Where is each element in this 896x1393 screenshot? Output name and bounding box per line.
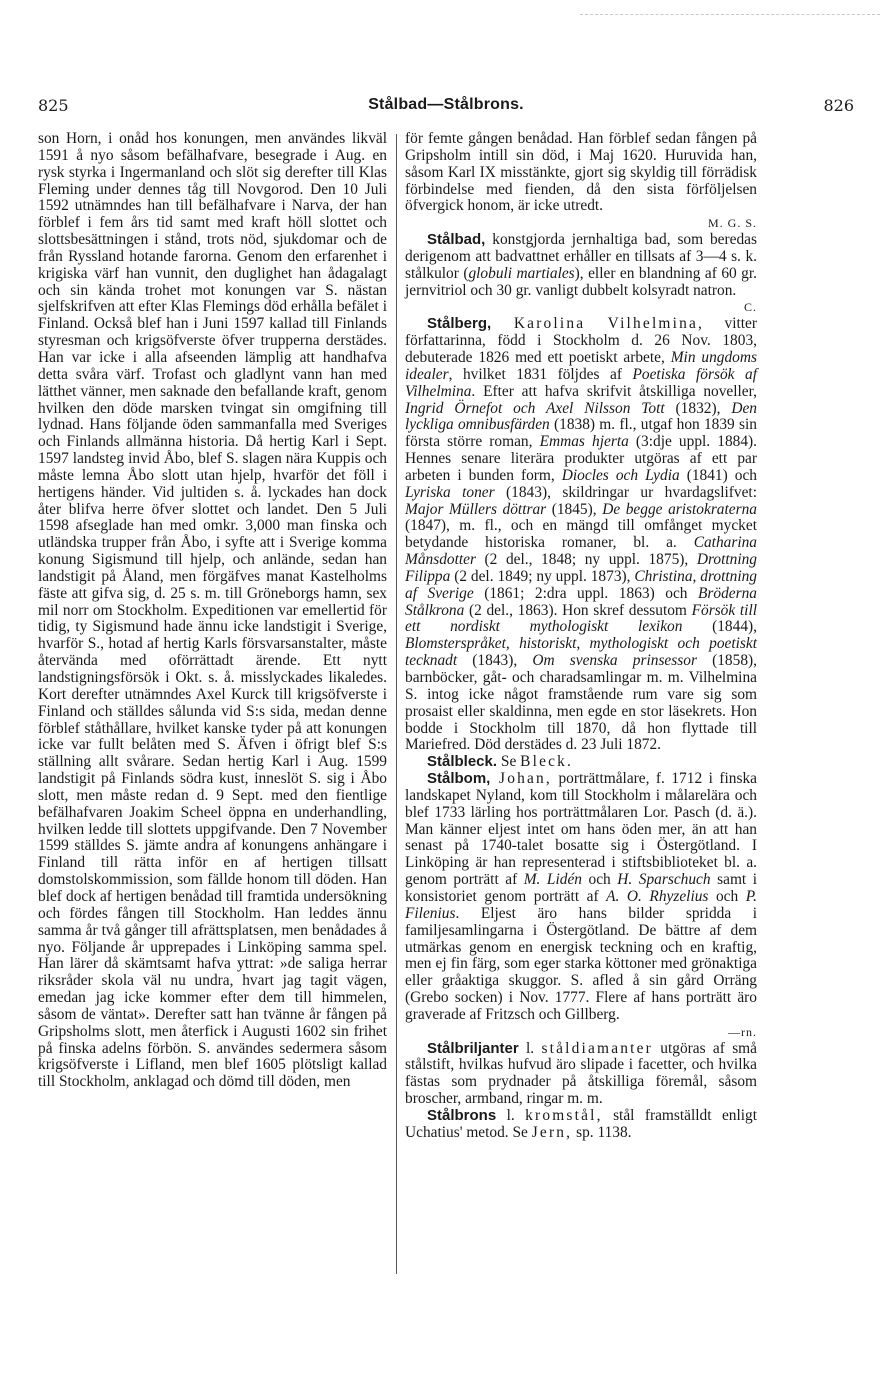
text-run: . Efter att hafva skrifvit åtskilliga noveller,: [471, 382, 757, 400]
column-rule: [396, 134, 397, 1274]
text-run: sp. 1138.: [572, 1123, 632, 1141]
cross-reference: Jern,: [531, 1123, 573, 1141]
text-run: konstgjorda jernhaltiga bad, som beredas derigenom att badvattnet erhåller en tillsats af 3—4 s. k. stålkulor (: [405, 231, 757, 282]
headword: Stålbom,: [427, 770, 491, 788]
headword: Stålbleck.: [427, 753, 498, 771]
text-run: vitter författarinna, född i Stockholm d. 26 Nov. 1803, debuterade 1826 med ett poetiskt arbete,: [405, 315, 757, 366]
italic-title: globuli martiales: [468, 264, 575, 282]
text-run: (1843), skildringar ur hvardagslifvet:: [494, 483, 757, 501]
synonym: ståldiamanter: [541, 1039, 653, 1057]
italic-title: Ingrid Örnefot och Axel Nilsson Tott: [405, 399, 665, 417]
running-title: Stålbad—Stålbrons.: [368, 96, 524, 113]
text-run: l.: [496, 1106, 526, 1124]
text-run: l.: [518, 1039, 542, 1057]
text-run: (2 del. 1849; ny uppl. 1873),: [450, 567, 635, 585]
headword: Stålberg,: [427, 315, 492, 333]
right-page-number: 826: [823, 96, 854, 115]
text-run: (1844),: [682, 618, 757, 636]
text-run: (1847), m. fl., och en mängd till omfånget mycket betydande historiska romaner, bl. a.: [405, 517, 757, 552]
scan-edge-line: [580, 14, 880, 15]
italic-title: Emmas hjerta: [539, 433, 629, 451]
italic-title: Catharina Månsdotter: [405, 534, 757, 569]
page-header: [38, 96, 854, 120]
text-run: (2 del., 1848; ny uppl. 1875),: [475, 551, 697, 569]
person-name: Johan,: [490, 770, 552, 788]
stalbrand-article-continuation: son Horn, i onåd hos konungen, men användes likväl 1591 å nyo såsom befälhafvare, besegrade i Aug. en rysk styrka i Ingermanland och slöt sig derefter till Klas Fleming under dennes tåg till Novgorod. Den 10 Juli 1592 utnämndes han till befälhafvare i Narva, der han förblef i fem års tid samt med kraft höll slottet och slottsbesättningen i stånd, trots nöd, sjukdomar och de från Ryssland hotande farorna. Genom den erfarenhet i krigiska värf han vunnit, den duglighet han ådagalagt och sin kända trohet mot konungen var S. nästan sjelfskrifven att efter Klas Flemings död erhålla befälet i Finland. Också blef han i Juni 1597 kallad till Finlands styresman och krigsöfverste öfver trupperna derstädes. Han var icke i alla afseenden lämplig att handhafva detta svåra värf. Trofast och gladlynt vann han med lätthet vänner, men saknade den befallande kraft, genom hvilken den döde marsken tvingat sin omgifning till lydnad. Hans följande öden sammanfalla med Sveriges och Finlands allmänna historia. Då hertig Karl i Sept. 1597 landsteg invid Åbo, blef S. slagen nära Kuppis och måste lemna Åbo slott utan hjelp, hvarför det föll i hertigens händer. Vid jultiden s. å. lyckades han dock åter blifva herre öfver slottet och landet. Den 5 Juli 1598 afseglade han med omkr. 3,000 man finska och utländska trupper från Åbo, i syfte att i Sverige komma konung Sigismund till hjelp, och anlände, sedan han landstigit på Åland, men förgäfves manat Kastelholms fäste att gifva sig, d. 25 s. m. till Gröneborgs hamn, sex mil norr om Stockholm. Expeditionen var emellertid för tidig, ty Sigismund hade ännu icke landstigit i Sverige, hvarför S., hotad af hertig Karls försvarsanstalter, måste återvända med oförrättadt ärende. Ett nytt landstigningsförsök i Okt. s. å. misslyckades likaledes. Kort derefter utnämndes Axel Kurck till krigsöfverste i Finland och ställdes sålunda vid S:s sida, medan denne förblef ståthållare, hvilket kanske tyder på att konungen icke var fullt belåten med S. Äfven i öfrigt blef S:s ställning allt svårare. Sedan hertig Karl i Aug. 1599 landstigit på Finlands södra kust, inneslöt S. sig i Åbo slott, men måste redan d. 9 Sept. med den fientlige befälhafvaren Joakim Scheel öppna en underhandling, hvilken ledde till slottets uppgifvande. Den 7 November 1599 ställdes S. jämte andra af konungens anhängare i Finland till rätta inför en af hertigen tillsatt domstolskommission, som fällde honom till döden. Han blef dock af hertigen benådad till framtida undersökning och fördes fången till Stockholm. Han leddes ännu samma år två gånger till afrättsplatsen, men benådades å nyo. Följande år upprepades i Linköping samma spel. Han lärer då skämtsamt hafva yttrat: »de saliga herrar riksråder skola väl nu undra, hvart jag tagit vägen, emedan jag icke kommer efter dem till himmelen, såsom de väntat». Derefter satt han tvänne år fången på Gripsholms slott, men återfick i Augusti 1602 sin frihet på finska adelns förbön. S. användes sedermera såsom krigsöfverste i Lifland, men blef 1605 plötsligt kallad till Stockholm, anklagad och dömd till döden, men: [38, 130, 387, 1091]
text-run: (1838) m. fl., utgaf hon 1839 sin första större roman,: [405, 416, 757, 451]
text-run: (2 del., 1863). Hon skref dessutom: [464, 601, 692, 619]
italic-title: H. Sparschuch: [617, 871, 711, 889]
text-run: (1843),: [457, 652, 533, 670]
entry-stalberg: [405, 316, 757, 754]
text-run: och: [582, 871, 618, 889]
text-run: stål framställdt enligt Uchatius' metod. Se: [405, 1106, 757, 1141]
italic-title: P. Filenius: [405, 887, 757, 922]
text-run: (1861; 2:dra uppl. 1863) och: [473, 584, 698, 602]
text-run: för femte gången benådad. Han förblef sedan fången på Gripsholm intill sin död, i Maj 1620. Huruvida han, såsom Karl IX misstänkte, gjort sig skyldig till förrädisk förbindelse med fienden, då den sista förföljelsen öfvergick honom, är icke utredt.: [405, 130, 757, 215]
text-run: (1858), barnböcker, gåt- och charadsamlingar m. m. Vilhelmina S. intog icke något framstående rum vare sig som prosaist eller skaldinna, men egde en stor läsekrets. Hon bodde i Stockholm till 1870, då hon flyttade till Mariefred. Död derstädes d. 23 Juli 1872.: [405, 652, 757, 754]
left-column: [38, 131, 387, 1091]
author-signature: M. G. S.: [707, 216, 757, 231]
entry-stalbleck: [405, 754, 757, 771]
italic-title: Försök till ett nordiskt mythologiskt lexikon: [405, 601, 758, 636]
headword: Stålbrons: [427, 1106, 497, 1124]
italic-title: Bröderna Stålkrona: [405, 584, 757, 619]
author-signature: —rn.: [728, 1024, 757, 1039]
entry-stalbrons: [405, 1108, 757, 1142]
text-run: porträttmålare, f. 1712 i finska landskapet Nyland, kom till Stockholm i målarelära och blef 1733 lärling hos porträttmålaren Lor. Pasch (d. ä.). Man känner eljest intet om hans öden mer, än att han senast på 1740-talet bosatte sig i Östergötland. I Linköping är han representerad i stiftsbiblioteket bl. a. genom porträtt af: [405, 770, 757, 889]
text-run: . Eljest äro hans bilder spridda i familjesamlingarna i Östergötland. De bättre af dem utmärkas genom en energisk teckning och en kraftig, men ej fin färg, som eger starka köttoner med grönaktiga eller gråaktiga skuggor. S. afled å sin gård Orräng (Grebo socken) i Nov. 1777. Flere af hans porträtt äro graverade af Fritzsch och Gillberg.: [405, 904, 757, 1023]
entry-stalbriljanter: [405, 1041, 757, 1108]
headword: Stålbriljanter: [427, 1039, 519, 1057]
italic-title: Den lyckliga omnibusfärden: [405, 399, 757, 434]
text-run: (1845),: [546, 500, 603, 518]
text-run: (1832),: [664, 399, 732, 417]
text-run: (1841) och: [679, 466, 758, 484]
italic-title: Christina, drottning af Sverige: [405, 567, 757, 602]
italic-title: Major Müllers döttrar: [405, 500, 547, 518]
entry-stalbom: [405, 771, 757, 1041]
cross-reference: Bleck.: [520, 753, 574, 771]
italic-title: Drottning Filippa: [405, 551, 757, 585]
right-column: [405, 131, 757, 1142]
italic-title: Min ungdoms idealer: [405, 348, 757, 383]
author-signature: C.: [743, 300, 757, 315]
italic-title: De begge aristokraterna: [602, 500, 757, 518]
text-run: , hvilket 1831 följdes af: [448, 365, 633, 383]
text-run: ), eller en blandning af 60 gr. jernvitriol och 30 gr. vanligt dubbelt kolsyradt natron.: [405, 264, 757, 299]
left-page-number: 825: [38, 96, 69, 115]
text-run: utgöras af små stålstift, hvilkas hufvud äro slipade i facetter, och hvilka fästas som prydnader på åtskilliga föremål, såsom broscher, armband, ringar m. m.: [405, 1039, 757, 1108]
stalbrand-article-end: [405, 131, 757, 232]
italic-title: A. O. Rhyzelius: [606, 887, 709, 905]
italic-title: Lyriska toner: [405, 483, 495, 501]
italic-title: M. Lidén: [523, 871, 582, 889]
italic-title: Diocles och Lydia: [561, 466, 680, 484]
person-name: Karolina Vilhelmina,: [491, 315, 705, 333]
text-run: Se: [497, 753, 521, 771]
synonym: kromstål,: [525, 1106, 603, 1124]
text-run: samt i konsistoriet genom porträtt af: [405, 871, 757, 905]
text-run: (3:dje uppl. 1884). Hennes senare literära produkter utgöras af ett par arbeten i bunden form,: [405, 433, 757, 484]
text-run: och: [708, 887, 746, 905]
headword: Stålbad,: [427, 231, 486, 249]
italic-title: Blomsterspråket, historiskt, mythologiskt och poetiskt tecknadt: [405, 635, 757, 670]
italic-title: Poetiska försök af Vilhelmina: [405, 365, 757, 400]
entry-stalbad: [405, 232, 757, 316]
italic-title: Om svenska prinsessor: [532, 652, 697, 670]
